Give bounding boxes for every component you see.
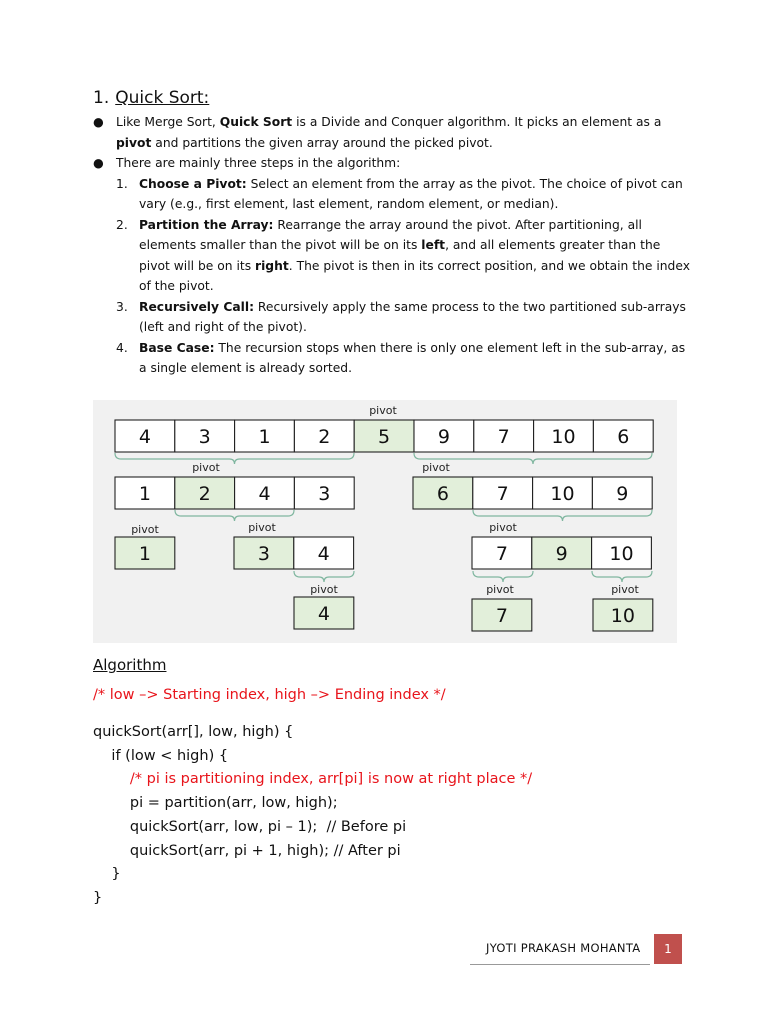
cell-value: 4 [317,603,330,625]
step-item [116,297,693,338]
cell-value: 10 [551,426,576,448]
step-number: 3. [116,299,128,314]
bullet-text: Like Merge Sort, [116,115,220,129]
pivot-label: pivot [422,461,450,474]
quicksort-diagram [93,400,677,643]
section-title: Quick Sort: [115,88,210,108]
step-bold: left [421,238,446,252]
step-number: 1. [116,176,128,191]
pivot-label: pivot [131,523,159,536]
cell-value: 7 [496,483,509,505]
step-item [116,215,693,297]
code-line: quickSort(arr, low, pi – 1); // Before pi [93,818,407,835]
algorithm-heading: Algorithm [93,656,167,674]
step-bold: right [255,258,289,273]
steps-list [116,174,693,379]
cell-value: 10 [609,543,634,565]
partition-brace [592,571,652,582]
footer-divider [470,964,650,965]
step-number: 2. [116,217,128,232]
cell-value: 7 [495,605,508,627]
quicksort-diagram-svg [93,400,677,643]
bullet-icon: ● [93,156,104,170]
code-line: pi = partition(arr, low, high); [93,795,338,812]
cell-value: 3 [257,543,270,565]
footer-author: JYOTI PRAKASH MOHANTA [486,941,641,955]
cell-value: 5 [378,426,391,448]
cell-value: 2 [198,483,211,505]
code-line: } [93,866,121,883]
cell-value: 7 [497,426,510,448]
code-line: quickSort(arr[], low, high) { [93,724,294,740]
step-text: Rearrange the array around the pivot. After partitioning, all elements smaller than the pivot will be on its [139,217,642,252]
pivot-label: pivot [486,583,514,596]
partition-brace [473,571,533,582]
cell-value: 10 [610,605,635,627]
bullet-text: and partitions the given array around the picked pivot. [151,135,493,150]
step-title: Base Case: [139,340,215,355]
algorithm-code [93,721,532,911]
step-title: Recursively Call: [139,299,254,314]
step-item [116,174,693,215]
cell-value: 9 [555,543,568,565]
description-list [93,112,693,379]
cell-value: 1 [138,483,151,505]
section-heading [93,88,209,108]
pivot-label: pivot [489,521,517,534]
bullet-icon: ● [93,115,104,129]
cell-value: 4 [317,543,330,565]
step-text: The recursion stops when there is only one element left in the sub-array, as a single element is already sorted. [139,340,686,375]
pivot-label: pivot [192,461,220,474]
bullet-bold: Quick Sort [219,115,293,129]
step-text: Select an element from the array as the pivot. The choice of pivot can vary (e.g., first element, last element, random element, or median). [139,176,683,211]
algorithm-comment: /* low –> Starting index, high –> Ending index */ [93,687,446,703]
step-text: Recursively apply the same process to the two partitioned sub-arrays (left and right of the pivot). [139,299,686,334]
section-number: 1. [93,88,110,108]
step-text: , and all elements greater than the pivot will be on its [139,238,661,273]
code-line: quickSort(arr, pi + 1, high); // After pi [93,842,401,859]
pivot-label: pivot [369,404,397,417]
step-text: . The pivot is then in its correct position, and we obtain the index of the pivot. [139,258,690,293]
code-comment-line: /* pi is partitioning index, arr[pi] is now at right place */ [93,771,533,788]
cell-value: 3 [198,426,211,448]
bullet-text: There are mainly three steps in the algorithm: [116,156,401,170]
cell-value: 4 [138,426,151,448]
step-title: Partition the Array: [139,217,274,232]
bullet-text: is a Divide and Conquer algorithm. It picks an element as a [292,115,662,129]
cell-value: 4 [258,483,271,505]
bullet-item [93,112,693,153]
cell-value: 1 [258,426,271,448]
cell-value: 9 [616,483,629,505]
partition-brace [175,510,294,521]
cell-value: 6 [436,483,449,505]
step-item [116,338,693,379]
pivot-label: pivot [611,583,639,596]
pivot-label: pivot [248,521,276,534]
bullet-item [93,153,693,174]
page-number-badge: 1 [654,934,682,964]
partition-brace [473,510,652,521]
step-number: 4. [116,340,128,355]
cell-value: 1 [138,543,151,565]
cell-value: 7 [495,543,508,565]
code-line: } [93,889,103,906]
pivot-label: pivot [310,583,338,596]
partition-brace [294,571,354,582]
cell-value: 10 [550,483,575,505]
cell-value: 6 [617,426,630,448]
cell-value: 3 [318,483,331,505]
code-line: if (low < high) { [93,747,229,764]
bullet-bold: pivot [116,135,152,150]
partition-brace [115,453,354,464]
step-title: Choose a Pivot: [139,176,247,191]
cell-value: 2 [318,426,331,448]
cell-value: 9 [437,426,450,448]
